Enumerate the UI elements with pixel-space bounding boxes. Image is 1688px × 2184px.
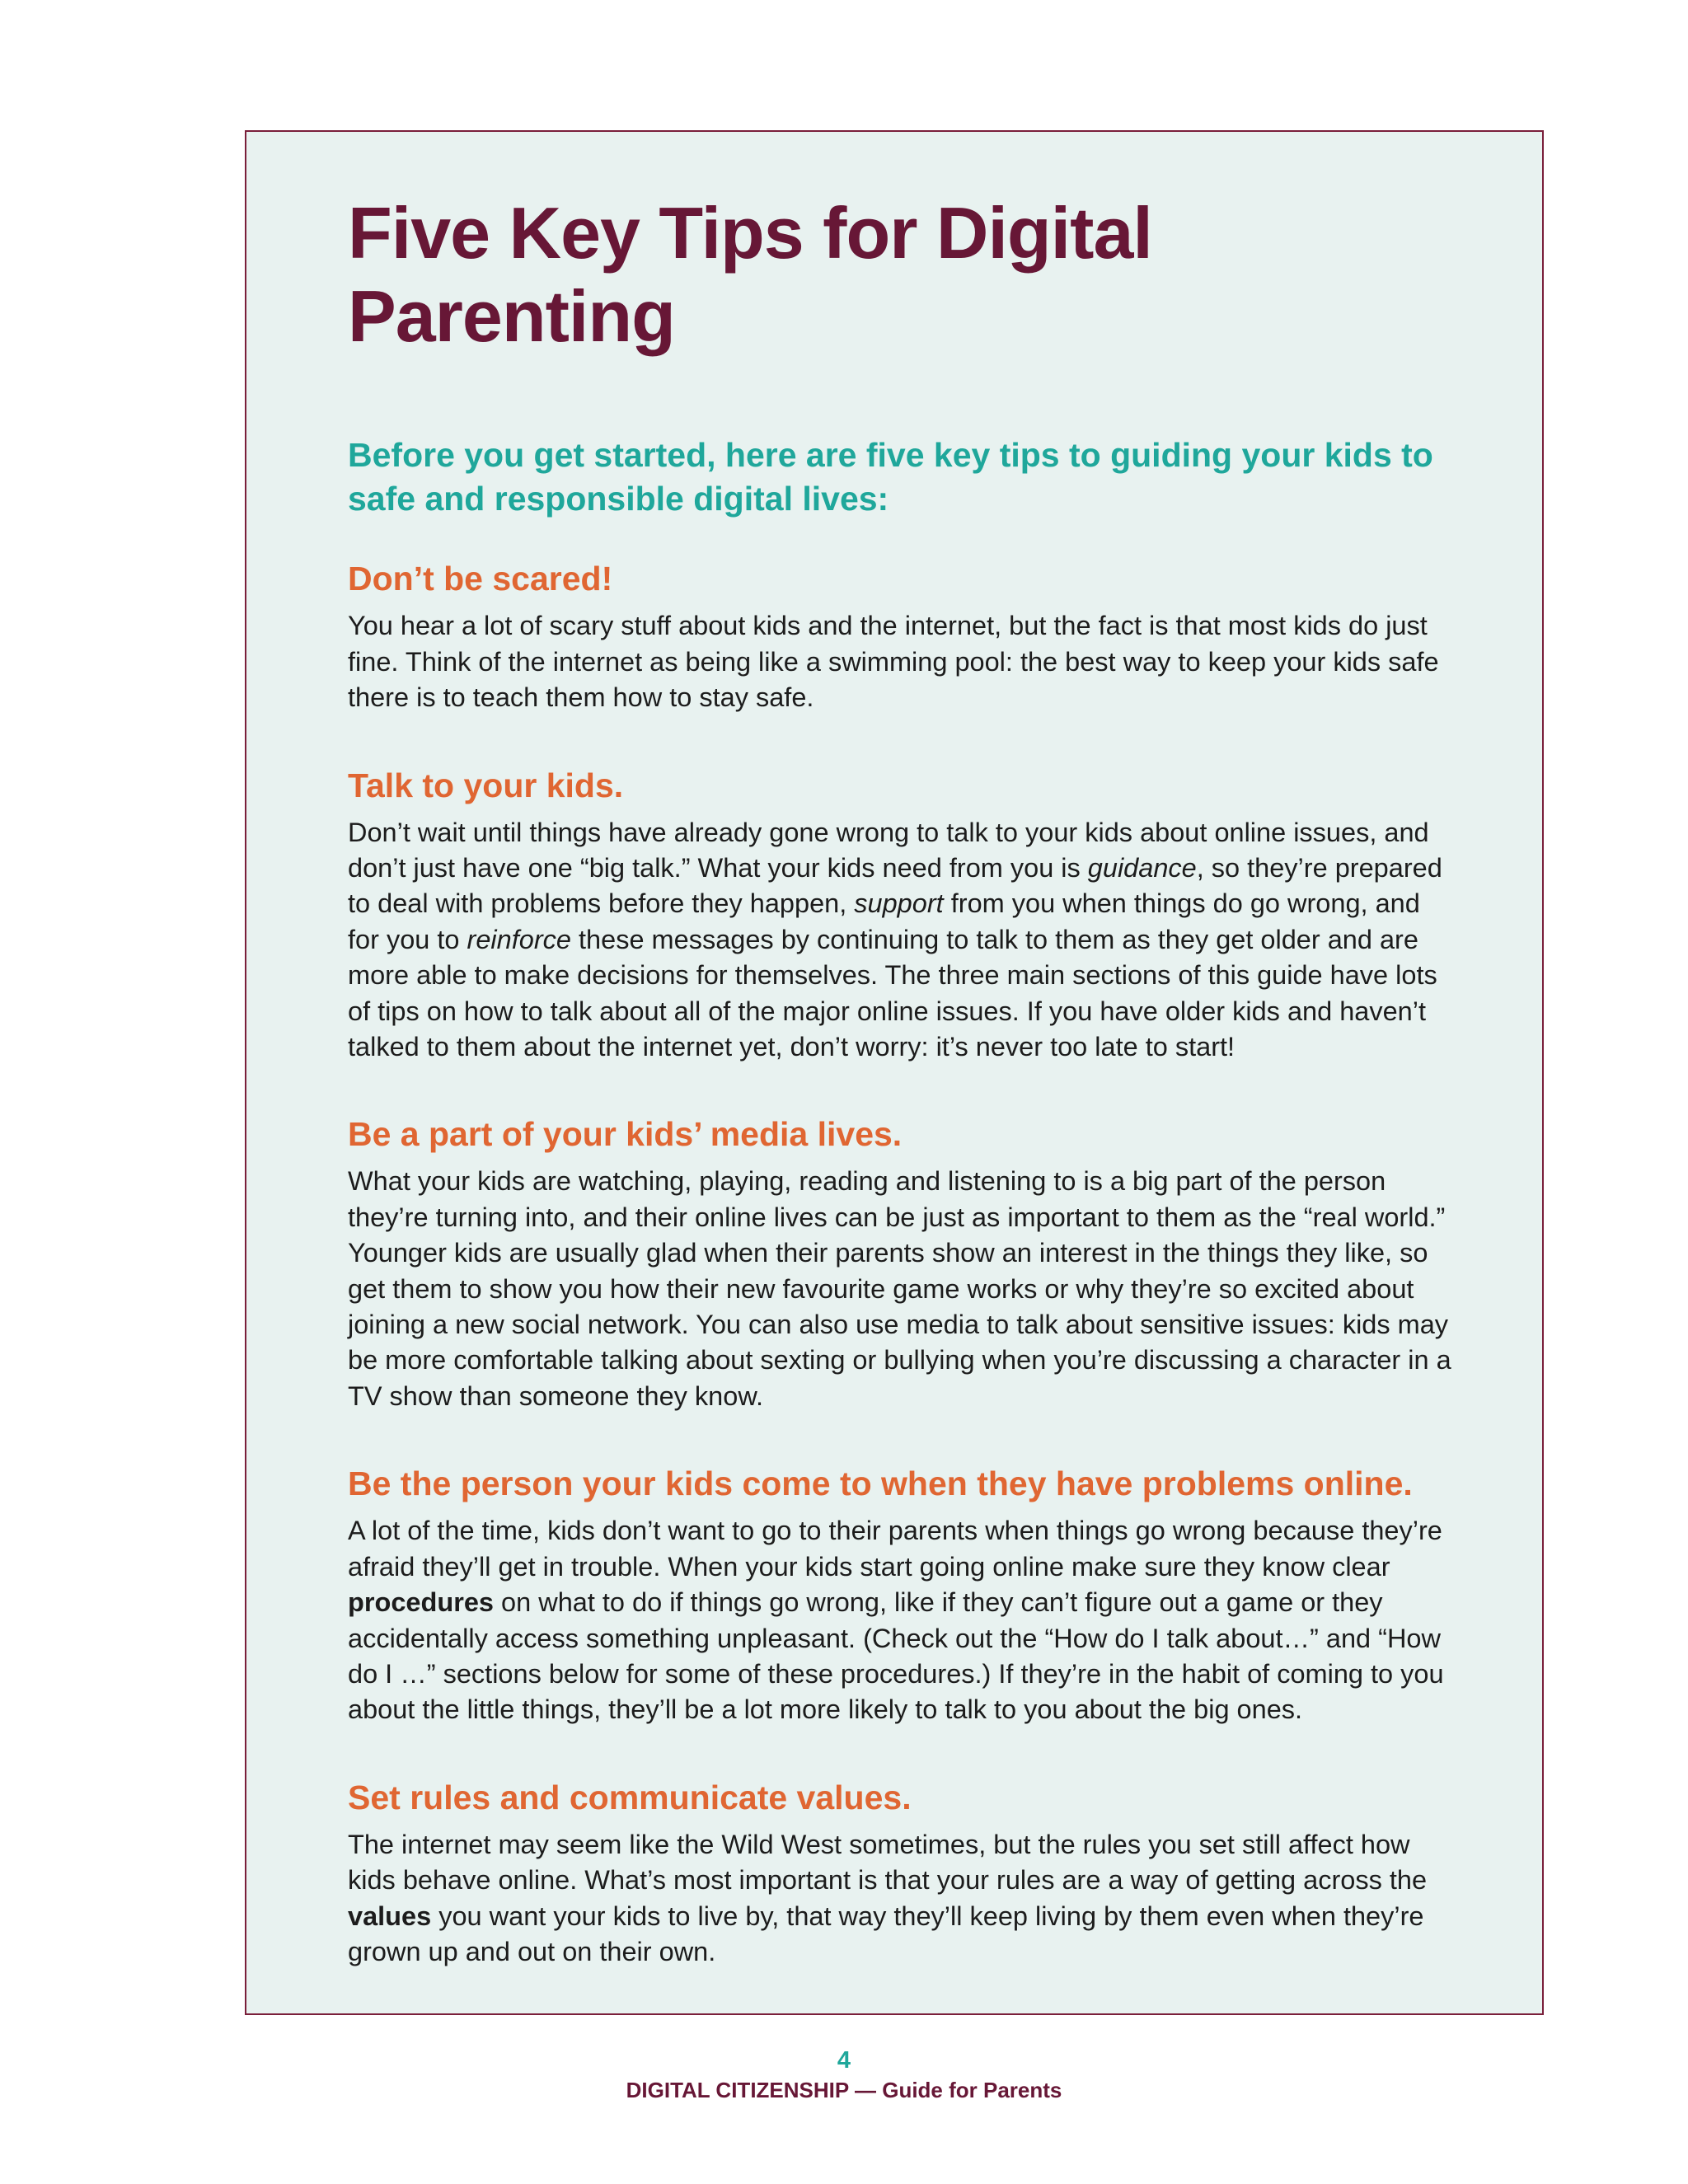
text-segment: , so they’re prepared to deal with problems before they happen, [348, 853, 1442, 919]
tips-list [348, 557, 1452, 1970]
footer-publication: DIGITAL CITIZENSHIP [626, 2078, 849, 2102]
tip-section [348, 557, 1452, 715]
text-segment: from you when things do go wrong, and for you to [348, 888, 1420, 954]
emphasis-bold: procedures [348, 1587, 495, 1618]
tip-section [348, 1776, 1452, 1971]
emphasis-bold: values [348, 1900, 432, 1931]
tip-body [348, 1513, 1452, 1727]
text-segment: on what to do if things go wrong, like if they can’t figure out a game or they accidentally access something unpleasant. (Check out the “How do I talk about…” and “How do I …” sections below for some of these procedures.) If they’re in the habit of coming to you about the little things, they’ll be a lot more likely to talk to you about the big ones. [348, 1587, 1444, 1725]
tip-heading: Don’t be scared! [348, 560, 613, 598]
tip-heading: Set rules and communicate values. [348, 1778, 912, 1816]
emphasis-italic: guidance [1087, 853, 1197, 883]
footer-separator: — [848, 2078, 883, 2102]
page-number: 4 [837, 2047, 851, 2074]
text-segment: You hear a lot of scary stuff about kids and the internet, but the fact is that most kids do just fine. Think of the internet as being like a swimming pool: the best way to keep your kids safe there is to teach them how to stay safe. [348, 611, 1439, 713]
tip-heading: Be a part of your kids’ media lives. [348, 1115, 903, 1154]
tip-body [348, 815, 1452, 1066]
tip-section [348, 764, 1452, 1066]
tips-content [348, 191, 1452, 1970]
emphasis-italic: reinforce [467, 924, 571, 954]
text-segment: these messages by continuing to talk to them as they get older and are more able to make decisions for themselves. The three main sections of this guide have lots of tips on how to talk about all of the major online issues. If you have older kids and haven’t talked to them about the internet yet, don’t worry: it’s never too late to start! [348, 924, 1437, 1062]
tip-heading: Talk to your kids. [348, 766, 624, 804]
text-segment: The internet may seem like the Wild West sometimes, but the rules you set still affect how kids behave online. What’s most important is that your rules are a way of getting across the [348, 1829, 1428, 1896]
footer-line [0, 2075, 1688, 2105]
text-segment: you want your kids to live by, that way they’ll keep living by them even when they’re grown up and out on their own. [348, 1900, 1424, 1966]
text-segment: Don’t wait until things have already gone wrong to talk to your kids about online issues, and don’t just have one “big talk.” What your kids need from you is [348, 817, 1429, 883]
text-segment: A lot of the time, kids don’t want to go to their parents when things go wrong because they’re afraid they’ll get in trouble. When your kids start going online make sure they know clear [348, 1516, 1442, 1582]
tip-body [348, 608, 1452, 715]
page-title: Five Key Tips for Digital Parenting [348, 192, 1152, 358]
tips-panel [245, 130, 1544, 2015]
intro-text: Before you get started, here are five key tips to guiding your kids to safe and responsible digital lives: [348, 436, 1433, 518]
tip-heading: Be the person your kids come to when they have problems online. [348, 1465, 1413, 1503]
tip-body [348, 1164, 1452, 1414]
tip-section [348, 1113, 1452, 1414]
footer-subtitle: Guide for Parents [882, 2078, 1062, 2102]
tip-body [348, 1827, 1452, 1971]
tip-section [348, 1462, 1452, 1727]
emphasis-italic: support [854, 888, 944, 919]
page-footer [0, 2046, 1688, 2105]
text-segment: What your kids are watching, playing, reading and listening to is a big part of the person they’re turning into, and their online lives can be just as important to them as the “real world.” Younger kids are usually glad when their parents show an interest in the things they like, so get them to show you how their new favourite game works or why they’re so excited about joining a new social network. You can also use media to talk about sensitive issues: kids may be more comfortable talking about sexting or bullying when you’re discussing a character in a TV show than someone they know. [348, 1166, 1451, 1411]
